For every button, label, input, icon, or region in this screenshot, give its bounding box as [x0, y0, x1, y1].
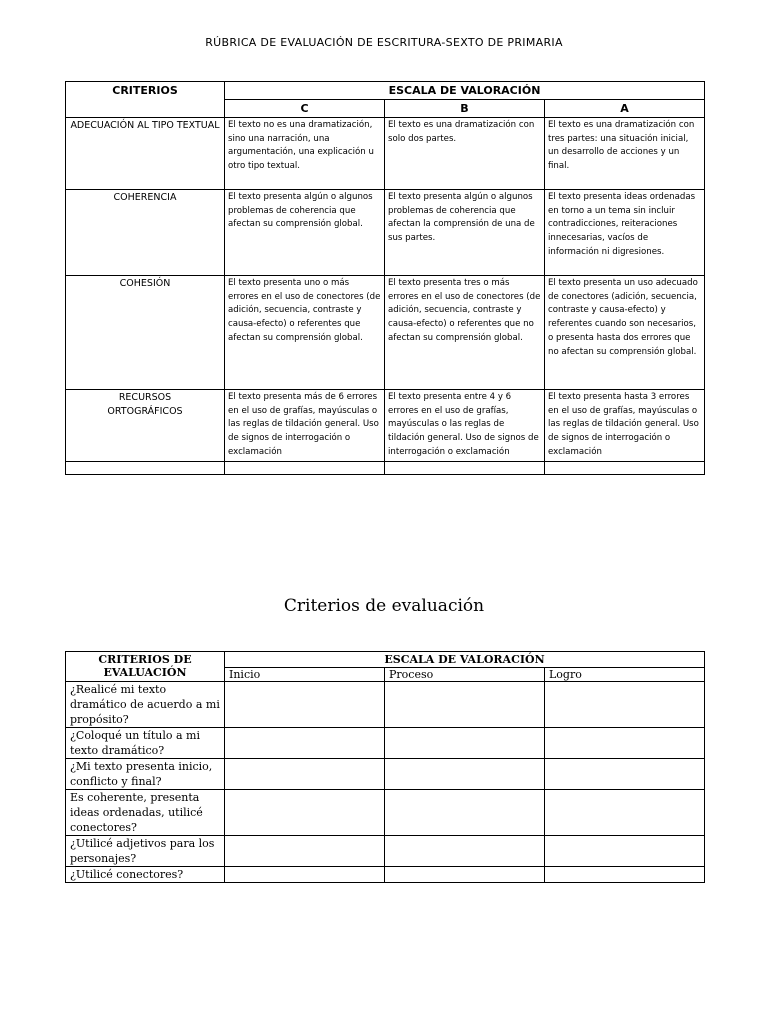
- level-c-cell: El texto presenta más de 6 errores en el uso de grafías, mayúsculas o las reglas de tildación general. Uso de signos de interrogación o exclamación: [225, 390, 385, 462]
- criteria-header: CRITERIOS: [66, 82, 225, 118]
- rubric-row-cohesion: [66, 276, 705, 390]
- question-cell: ¿Realicé mi texto dramático de acuerdo a mi propósito?: [66, 682, 225, 728]
- answer-cell-proceso[interactable]: [385, 759, 545, 790]
- rubric-row-coherencia: [66, 190, 705, 276]
- answer-cell-proceso[interactable]: [385, 867, 545, 883]
- answer-cell-logro[interactable]: [545, 790, 705, 836]
- level-logro: Logro: [545, 668, 705, 682]
- empty-cell: [545, 462, 705, 475]
- rubric-empty-row: [66, 462, 705, 475]
- level-a-cell: El texto presenta hasta 3 errores en el uso de grafías, mayúsculas o las reglas de tildación general. Uso de signos de interrogación o exclamación: [545, 390, 705, 462]
- answer-cell-inicio[interactable]: [225, 682, 385, 728]
- answer-cell-inicio[interactable]: [225, 759, 385, 790]
- level-c-cell: El texto no es una dramatización, sino una narración, una argumentación, una explicación u otro tipo textual.: [225, 118, 385, 190]
- selfeval-row: [66, 790, 705, 836]
- selfeval-criteria-header: CRITERIOS DE EVALUACIÓN: [66, 652, 225, 682]
- level-a: A: [545, 100, 705, 118]
- level-inicio: Inicio: [225, 668, 385, 682]
- selfeval-scale-header: ESCALA DE VALORACIÓN: [225, 652, 705, 668]
- criterion-cell: COHERENCIA: [66, 190, 225, 276]
- answer-cell-inicio[interactable]: [225, 836, 385, 867]
- answer-cell-proceso[interactable]: [385, 682, 545, 728]
- level-b-cell: El texto presenta entre 4 y 6 errores en el uso de grafías, mayúsculas o las reglas de tildación general. Uso de signos de interrogación o exclamación: [385, 390, 545, 462]
- criterion-cell: COHESIÓN: [66, 276, 225, 390]
- level-b-cell: El texto es una dramatización con solo dos partes.: [385, 118, 545, 190]
- question-cell: ¿Coloqué un título a mi texto dramático?: [66, 728, 225, 759]
- selfeval-table: [65, 651, 705, 883]
- level-b-cell: El texto presenta algún o algunos problemas de coherencia que afectan la comprensión de una de sus partes.: [385, 190, 545, 276]
- criterion-cell: ADECUACIÓN AL TIPO TEXTUAL: [66, 118, 225, 190]
- rubric-table: [65, 81, 705, 475]
- answer-cell-logro[interactable]: [545, 682, 705, 728]
- level-a-cell: El texto presenta ideas ordenadas en torno a un tema sin incluir contradicciones, reiteraciones innecesarias, vacíos de información ni digresiones.: [545, 190, 705, 276]
- question-cell: Es coherente, presenta ideas ordenadas, utilicé conectores?: [66, 790, 225, 836]
- question-cell: ¿Utilicé conectores?: [66, 867, 225, 883]
- answer-cell-proceso[interactable]: [385, 790, 545, 836]
- rubric-row-ortografia: [66, 390, 705, 462]
- selfeval-row: [66, 867, 705, 883]
- question-cell: ¿Utilicé adjetivos para los personajes?: [66, 836, 225, 867]
- level-a-cell: El texto presenta un uso adecuado de conectores (adición, secuencia, contraste y causa-efecto) y referentes cuando son necesarios, o presenta hasta dos errores que no afectan su comprensión global.: [545, 276, 705, 390]
- answer-cell-proceso[interactable]: [385, 728, 545, 759]
- rubric-title: RÚBRICA DE EVALUACIÓN DE ESCRITURA-SEXTO DE PRIMARIA: [205, 36, 563, 49]
- answer-cell-logro[interactable]: [545, 836, 705, 867]
- selfeval-header-row: [66, 652, 705, 668]
- criterion-cell: RECURSOS ORTOGRÁFICOS: [66, 390, 225, 462]
- answer-cell-logro[interactable]: [545, 867, 705, 883]
- level-a-cell: El texto es una dramatización con tres partes: una situación inicial, un desarrollo de acciones y un final.: [545, 118, 705, 190]
- level-c: C: [225, 100, 385, 118]
- level-c-cell: El texto presenta algún o algunos problemas de coherencia que afectan su comprensión global.: [225, 190, 385, 276]
- answer-cell-inicio[interactable]: [225, 728, 385, 759]
- answer-cell-inicio[interactable]: [225, 867, 385, 883]
- scale-header: ESCALA DE VALORACIÓN: [225, 82, 705, 100]
- answer-cell-proceso[interactable]: [385, 836, 545, 867]
- rubric-header-row: [66, 82, 705, 100]
- answer-cell-inicio[interactable]: [225, 790, 385, 836]
- selfeval-title: Criterios de evaluación: [283, 596, 485, 616]
- empty-cell: [66, 462, 225, 475]
- selfeval-row: [66, 682, 705, 728]
- level-b: B: [385, 100, 545, 118]
- empty-cell: [225, 462, 385, 475]
- selfeval-row: [66, 836, 705, 867]
- level-proceso: Proceso: [385, 668, 545, 682]
- level-c-cell: El texto presenta uno o más errores en el uso de conectores (de adición, secuencia, contraste y causa-efecto) o referentes que afectan su comprensión global.: [225, 276, 385, 390]
- selfeval-row: [66, 728, 705, 759]
- level-b-cell: El texto presenta tres o más errores en el uso de conectores (de adición, secuencia, contraste y causa-efecto) o referentes que no afectan su comprensión global.: [385, 276, 545, 390]
- question-cell: ¿Mi texto presenta inicio, conflicto y final?: [66, 759, 225, 790]
- empty-cell: [385, 462, 545, 475]
- answer-cell-logro[interactable]: [545, 728, 705, 759]
- rubric-row-adecuacion: [66, 118, 705, 190]
- answer-cell-logro[interactable]: [545, 759, 705, 790]
- selfeval-row: [66, 759, 705, 790]
